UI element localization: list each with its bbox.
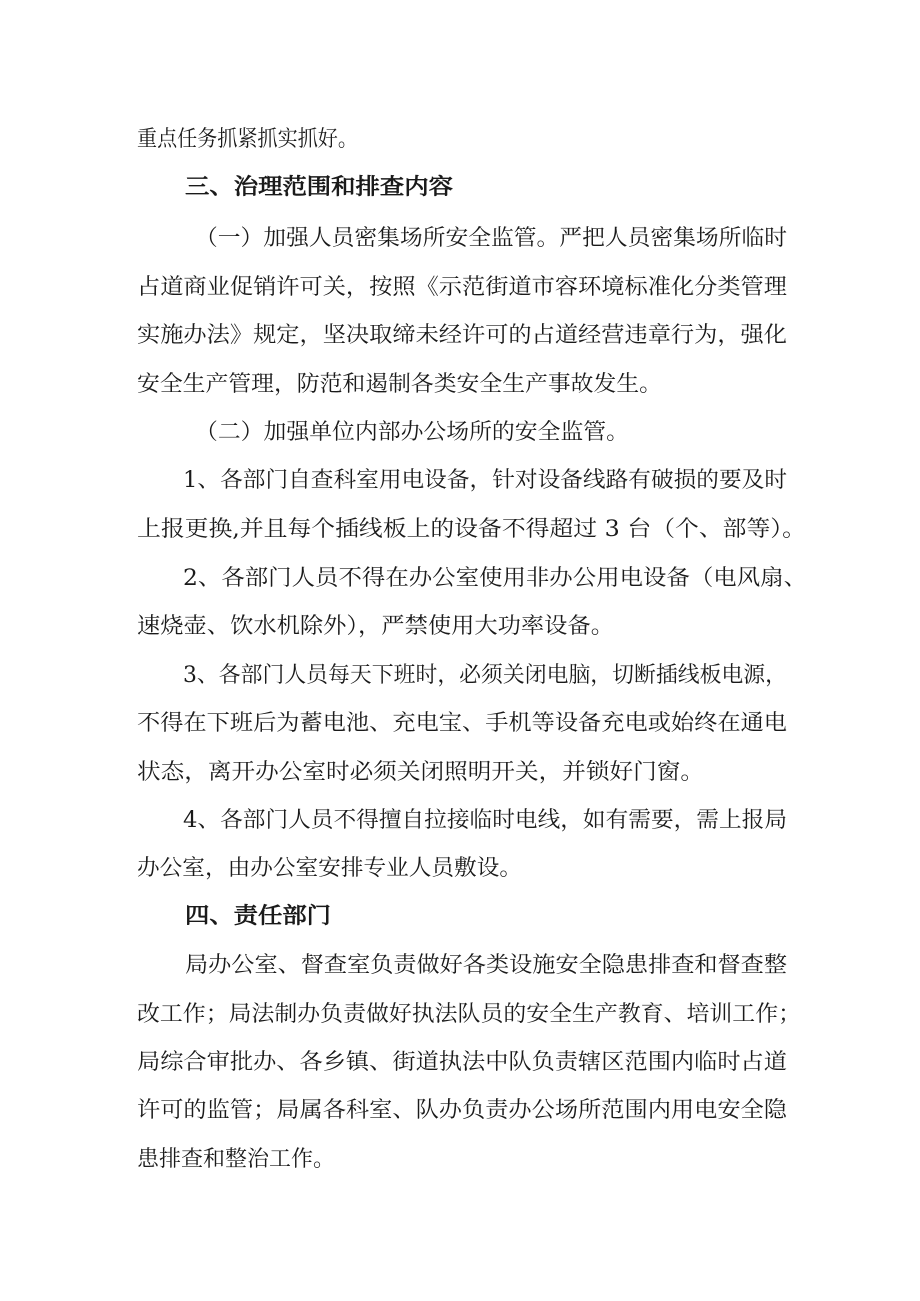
- line-text: 实施办法》规定，坚决取缔未经许可的占道经营违章行为，强化: [137, 323, 787, 348]
- line-text: 患排查和整治工作。: [137, 1147, 335, 1172]
- line-text: 4、各部门人员不得擅自拉接临时电线，如有需要，需上报局: [183, 808, 788, 833]
- section-heading: [0, 893, 920, 941]
- line-text: 局综合审批办、各乡镇、街道执法中队负责辖区范围内临时占道: [137, 1050, 787, 1075]
- paragraph-line: [0, 264, 920, 312]
- paragraph-line: [0, 215, 920, 263]
- line-text: 许可的监管；局属各科室、队办负责办公场所范围内用电安全隐: [137, 1098, 787, 1123]
- line-text: 1、各部门自查科室用电设备，针对设备线路有破损的要及时: [183, 468, 788, 493]
- line-text: （二）加强单位内部办公场所的安全监管。: [195, 420, 629, 445]
- paragraph-line: [0, 506, 920, 554]
- paragraph-line: [0, 457, 920, 505]
- line-text: 不得在下班后为蓄电池、充电宝、手机等设备充电或始终在通电: [137, 711, 787, 736]
- line-text: （一）加强人员密集场所安全监管。严把人员密集场所临时: [195, 226, 787, 251]
- paragraph-line: [0, 991, 920, 1039]
- line-text: 局办公室、督查室负责做好各类设施安全隐患排查和督查整: [185, 953, 787, 978]
- paragraph-line: [0, 1087, 920, 1135]
- paragraph-line: [0, 942, 920, 990]
- line-text: 速烧壶、饮水机除外），严禁使用大功率设备。: [137, 614, 614, 639]
- paragraph-line: [0, 652, 920, 700]
- paragraph-line: [0, 1136, 920, 1184]
- paragraph-line: [0, 603, 920, 651]
- line-text: 占道商业促销许可关，按照《示范街道市容环境标准化分类管理: [137, 275, 787, 300]
- paragraph-line: [0, 555, 920, 603]
- paragraph-line: [0, 116, 920, 164]
- line-text: 状态，离开办公室时必须关闭照明开关，并锁好门窗。: [137, 760, 704, 785]
- line-text: 重点任务抓紧抓实抓好。: [137, 127, 358, 152]
- paragraph-line: [0, 749, 920, 797]
- paragraph-line: [0, 797, 920, 845]
- heading-text: 三、治理范围和排查内容: [185, 175, 453, 200]
- line-text: 改工作；局法制办负责做好执法队员的安全生产教育、培训工作；: [137, 1002, 801, 1027]
- paragraph-line: [0, 700, 920, 748]
- section-heading: [0, 164, 920, 212]
- paragraph-line: [0, 361, 920, 409]
- paragraph-line: [0, 312, 920, 360]
- line-text: 2、各部门人员不得在办公室使用非办公用电设备（电风扇、: [183, 566, 807, 591]
- paragraph-line: [0, 845, 920, 893]
- line-text: 上报更换,并且每个插线板上的设备不得超过 3 台（个、部等）。: [137, 517, 806, 542]
- line-text: 办公室，由办公室安排专业人员敷设。: [137, 856, 522, 881]
- heading-text: 四、责任部门: [185, 904, 331, 929]
- line-text: 安全生产管理，防范和遏制各类安全生产事故发生。: [137, 372, 662, 397]
- paragraph-line: [0, 409, 920, 457]
- paragraph-line: [0, 1039, 920, 1087]
- line-text: 3、各部门人员每天下班时，必须关闭电脑，切断插线板电源，: [183, 663, 787, 688]
